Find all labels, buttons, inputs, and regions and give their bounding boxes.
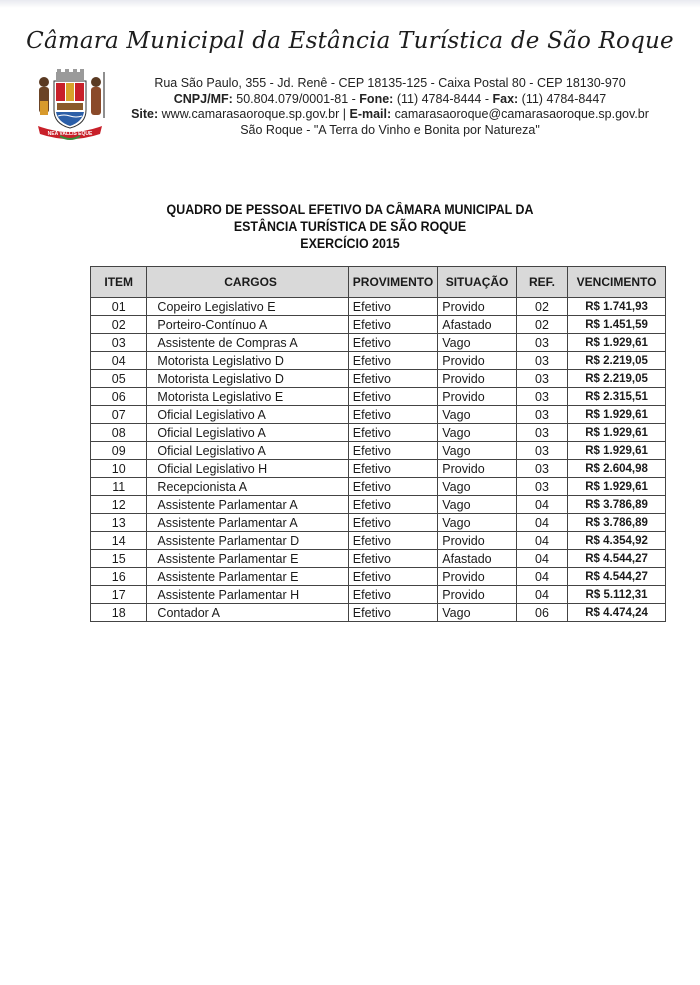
- cell-vencimento: R$ 5.112,31: [568, 586, 666, 604]
- cell-item: 12: [91, 496, 147, 514]
- cell-provimento: Efetivo: [348, 532, 437, 550]
- cell-cargo: Recepcionista A: [147, 478, 348, 496]
- cell-provimento: Efetivo: [348, 388, 437, 406]
- cell-situacao: Provido: [438, 568, 517, 586]
- cell-ref: 04: [516, 496, 567, 514]
- table-row: [91, 316, 666, 334]
- cell-vencimento: R$ 4.544,27: [568, 550, 666, 568]
- cell-provimento: Efetivo: [348, 334, 437, 352]
- cell-item: 03: [91, 334, 147, 352]
- cell-vencimento: R$ 4.474,24: [568, 604, 666, 622]
- cell-item: 08: [91, 424, 147, 442]
- table-row: [91, 514, 666, 532]
- cell-ref: 04: [516, 550, 567, 568]
- header-item: ITEM: [91, 267, 147, 298]
- cell-ref: 03: [516, 442, 567, 460]
- letterhead-title: Câmara Municipal da Estância Turística de São Roque: [26, 28, 674, 54]
- cnpj-label: CNPJ/MF:: [173, 91, 233, 106]
- table-row: [91, 334, 666, 352]
- cell-ref: 04: [516, 532, 567, 550]
- cell-cargo: Motorista Legislativo D: [147, 352, 348, 370]
- table-row: [91, 388, 666, 406]
- staff-table: [90, 266, 666, 622]
- table-row: [91, 496, 666, 514]
- cell-ref: 03: [516, 424, 567, 442]
- cell-ref: 03: [516, 460, 567, 478]
- cell-item: 07: [91, 406, 147, 424]
- cell-cargo: Contador A: [147, 604, 348, 622]
- motto-line: [110, 123, 670, 139]
- cell-cargo: Copeiro Legislativo E: [147, 298, 348, 316]
- cell-provimento: Efetivo: [348, 316, 437, 334]
- site-link[interactable]: www.camarasaoroque.sp.gov.br: [161, 107, 340, 121]
- title-line-2: ESTÂNCIA TURÍSTICA DE SÃO ROQUE: [233, 219, 467, 234]
- cell-provimento: Efetivo: [348, 514, 437, 532]
- cell-situacao: Vago: [438, 478, 517, 496]
- cell-item: 16: [91, 568, 147, 586]
- letterhead-contact: [110, 76, 670, 138]
- cell-vencimento: R$ 1.741,93: [568, 298, 666, 316]
- cell-vencimento: R$ 2.315,51: [568, 388, 666, 406]
- header-situacao: SITUAÇÃO: [438, 267, 517, 298]
- cell-cargo: Porteiro-Contínuo A: [147, 316, 348, 334]
- site-label: Site:: [131, 107, 159, 121]
- fax-label: Fax:: [492, 91, 519, 106]
- crest-motto: NEA VALLIS EQUE: [47, 131, 93, 137]
- table-row: [91, 424, 666, 442]
- cell-vencimento: R$ 3.786,89: [568, 514, 666, 532]
- fax-value: (11) 4784-8447: [521, 91, 607, 106]
- cell-item: 15: [91, 550, 147, 568]
- cell-situacao: Provido: [438, 370, 517, 388]
- cell-vencimento: R$ 2.219,05: [568, 352, 666, 370]
- cell-vencimento: R$ 4.354,92: [568, 532, 666, 550]
- cell-situacao: Vago: [438, 424, 517, 442]
- cell-provimento: Efetivo: [348, 370, 437, 388]
- cell-situacao: Vago: [438, 604, 517, 622]
- cell-situacao: Vago: [438, 334, 517, 352]
- cell-situacao: Provido: [438, 586, 517, 604]
- table-row: [91, 550, 666, 568]
- phone-label: Fone:: [359, 91, 394, 106]
- cell-item: 06: [91, 388, 147, 406]
- cell-ref: 03: [516, 478, 567, 496]
- cell-cargo: Assistente Parlamentar D: [147, 532, 348, 550]
- cell-situacao: Provido: [438, 298, 517, 316]
- table-row: [91, 532, 666, 550]
- table-row: [91, 370, 666, 388]
- document-title: [28, 201, 672, 252]
- cell-situacao: Provido: [438, 460, 517, 478]
- cell-situacao: Provido: [438, 352, 517, 370]
- cell-cargo: Oficial Legislativo A: [147, 406, 348, 424]
- cell-item: 18: [91, 604, 147, 622]
- cell-provimento: Efetivo: [348, 604, 437, 622]
- cell-vencimento: R$ 1.929,61: [568, 442, 666, 460]
- cell-situacao: Vago: [438, 496, 517, 514]
- cell-ref: 03: [516, 370, 567, 388]
- cell-provimento: Efetivo: [348, 460, 437, 478]
- table-row: [91, 352, 666, 370]
- cnpj-value: 50.804.079/0001-81: [236, 91, 349, 106]
- cell-ref: 03: [516, 334, 567, 352]
- cell-situacao: Provido: [438, 532, 517, 550]
- cell-vencimento: R$ 1.929,61: [568, 334, 666, 352]
- cell-ref: 03: [516, 352, 567, 370]
- cell-cargo: Oficial Legislativo A: [147, 442, 348, 460]
- cell-cargo: Assistente Parlamentar A: [147, 514, 348, 532]
- cell-vencimento: R$ 4.544,27: [568, 568, 666, 586]
- cell-cargo: Assistente Parlamentar H: [147, 586, 348, 604]
- table-header-row: [91, 267, 666, 298]
- cell-item: 10: [91, 460, 147, 478]
- cell-vencimento: R$ 2.219,05: [568, 370, 666, 388]
- phone-value: (11) 4784-8444: [396, 91, 482, 106]
- table-row: [91, 406, 666, 424]
- web-line: Site: www.camarasaoroque.sp.gov.br | E-mail: camarasaoroque@camarasaoroque.sp.gov.br: [131, 107, 649, 121]
- cell-provimento: Efetivo: [348, 442, 437, 460]
- cell-vencimento: R$ 1.929,61: [568, 478, 666, 496]
- cell-item: 14: [91, 532, 147, 550]
- table-row: [91, 478, 666, 496]
- cell-provimento: Efetivo: [348, 550, 437, 568]
- title-line-1: QUADRO DE PESSOAL EFETIVO DA CÂMARA MUNICIPAL DA: [166, 202, 534, 217]
- cell-item: 01: [91, 298, 147, 316]
- cell-ref: 04: [516, 586, 567, 604]
- cell-item: 05: [91, 370, 147, 388]
- cell-ref: 02: [516, 316, 567, 334]
- title-line-3: EXERCÍCIO 2015: [300, 236, 400, 251]
- cell-situacao: Afastado: [438, 316, 517, 334]
- cell-provimento: Efetivo: [348, 586, 437, 604]
- cell-provimento: Efetivo: [348, 298, 437, 316]
- email-link[interactable]: camarasaoroque@camarasaoroque.sp.gov.br: [394, 107, 649, 121]
- cell-cargo: Oficial Legislativo A: [147, 424, 348, 442]
- cell-vencimento: R$ 2.604,98: [568, 460, 666, 478]
- cell-situacao: Vago: [438, 514, 517, 532]
- cell-ref: 04: [516, 514, 567, 532]
- cell-vencimento: R$ 1.929,61: [568, 424, 666, 442]
- cell-provimento: Efetivo: [348, 496, 437, 514]
- cnpj-line: CNPJ/MF: 50.804.079/0001-81 - Fone: (11) 4784-8444 - Fax: (11) 4784-8447: [173, 91, 607, 106]
- cell-situacao: Vago: [438, 442, 517, 460]
- cell-ref: 04: [516, 568, 567, 586]
- cell-vencimento: R$ 1.929,61: [568, 406, 666, 424]
- cell-provimento: Efetivo: [348, 352, 437, 370]
- cell-cargo: Assistente Parlamentar E: [147, 568, 348, 586]
- cell-vencimento: R$ 1.451,59: [568, 316, 666, 334]
- cell-ref: 03: [516, 406, 567, 424]
- table-row: [91, 460, 666, 478]
- email-label: E-mail:: [349, 107, 392, 121]
- cell-cargo: Assistente de Compras A: [147, 334, 348, 352]
- cell-item: 02: [91, 316, 147, 334]
- cell-provimento: Efetivo: [348, 424, 437, 442]
- cell-cargo: Assistente Parlamentar A: [147, 496, 348, 514]
- cell-ref: 02: [516, 298, 567, 316]
- cell-provimento: Efetivo: [348, 478, 437, 496]
- cell-cargo: Motorista Legislativo D: [147, 370, 348, 388]
- header-cargos: CARGOS: [147, 267, 348, 298]
- coat-of-arms-icon: [30, 66, 110, 142]
- cell-item: 17: [91, 586, 147, 604]
- table-row: [91, 568, 666, 586]
- cell-cargo: Oficial Legislativo H: [147, 460, 348, 478]
- table-body: [91, 298, 666, 622]
- header-provimento: PROVIMENTO: [348, 267, 437, 298]
- cell-situacao: Provido: [438, 388, 517, 406]
- cell-item: 11: [91, 478, 147, 496]
- cell-vencimento: R$ 3.786,89: [568, 496, 666, 514]
- cell-situacao: Afastado: [438, 550, 517, 568]
- cell-provimento: Efetivo: [348, 568, 437, 586]
- address: Rua São Paulo, 355 - Jd. Renê - CEP 18135-125 - Caixa Postal 80 - CEP 18130-970: [154, 76, 626, 90]
- table-row: [91, 442, 666, 460]
- cell-ref: 06: [516, 604, 567, 622]
- address-line: [110, 76, 670, 92]
- scan-top-edge: [0, 0, 700, 8]
- table-row: [91, 298, 666, 316]
- header-vencimento: VENCIMENTO: [568, 267, 666, 298]
- cell-item: 04: [91, 352, 147, 370]
- cell-cargo: Assistente Parlamentar E: [147, 550, 348, 568]
- cell-provimento: Efetivo: [348, 406, 437, 424]
- header-ref: REF.: [516, 267, 567, 298]
- table-row: [91, 586, 666, 604]
- motto: São Roque - "A Terra do Vinho e Bonita por Natureza": [240, 122, 540, 137]
- cell-cargo: Motorista Legislativo E: [147, 388, 348, 406]
- cell-situacao: Vago: [438, 406, 517, 424]
- table-row: [91, 604, 666, 622]
- cell-ref: 03: [516, 388, 567, 406]
- cell-item: 09: [91, 442, 147, 460]
- cell-item: 13: [91, 514, 147, 532]
